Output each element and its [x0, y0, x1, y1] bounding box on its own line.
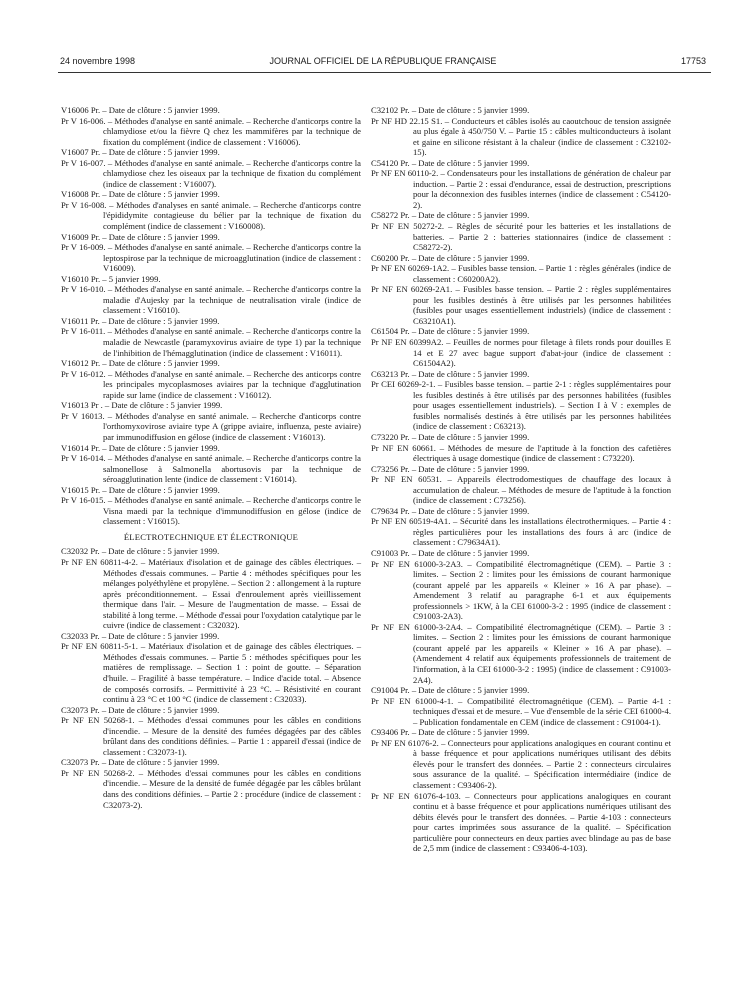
closing-date-entry: V16014 Pr. – Date de clôture : 5 janvier 1999.	[61, 442, 220, 453]
standard-entry: Pr NF EN 61076-2. – Connecteurs pour applications analogiques en courant continu et à basse fréquence et pour applications numériques utilisant des débits élevés pour le transfert des données. – Partie 2 : connecteurs circulaires sous assurance de la qualité. – Spécification intermédiaire (indice de classement : C93406-2).	[371, 737, 671, 790]
closing-date-entry: V16010 Pr. – 5 janvier 1999.	[61, 273, 161, 284]
closing-date-entry: V16015 Pr. – Date de clôture : 5 janvier 1999.	[61, 484, 220, 495]
closing-date-entry: C32033 Pr. – Date de clôture : 5 janvier 1999.	[61, 630, 220, 641]
closing-date-entry: C54120 Pr. – Date de clôture : 5 janvier 1999.	[371, 157, 530, 168]
journal-title: JOURNAL OFFICIEL DE LA RÉPUBLIQUE FRANÇAISE	[269, 56, 497, 66]
closing-date-entry: C58272 Pr. – Date de clôture : 5 janvier 1999.	[371, 210, 530, 221]
standard-entry: Pr V 16-010. – Méthodes d'analyse en santé animale. – Recherche d'anticorps contre la maladie d'Aujesky par la technique de neutralisation virale (indice de classement : V16010).	[61, 284, 361, 316]
standard-entry: Pr NF EN 61000-4-1. – Compatibilité électromagnétique (CEM). – Partie 4-1 : techniques d'essai et de mesure. – Vue d'ensemble de la série CEI 61000-4. – Publication fondamentale en CEM (indice de classement : C91004-1).	[371, 695, 671, 727]
closing-date-entry: C32073 Pr. – Date de clôture : 5 janvier 1999.	[61, 704, 220, 715]
closing-date-entry: C79634 Pr. – Date de clôture : 5 janvier 1999.	[371, 505, 530, 516]
header-rule	[58, 72, 711, 73]
closing-date-entry: V16007 Pr. – Date de clôture : 5 janvier 1999.	[61, 147, 220, 158]
closing-date-entry: C93406 Pr. – Date de clôture : 5 janvier 1999.	[371, 727, 530, 738]
left-column	[61, 105, 361, 810]
standard-entry: Pr V 16-007. – Méthodes d'analyse en santé animale. – Recherche d'anticorps contre la chlamydiose chez les oiseaux par la technique de fixation du complément (indice de classement : V16007).	[61, 157, 361, 189]
standard-entry: Pr NF EN 60519-4A1. – Sécurité dans les installations électrothermiques. – Partie 4 : règles particulières pour les installations des fours à arc (indice de classement : C79634A1).	[371, 516, 671, 548]
standard-entry: Pr V 16-009. – Méthodes d'analyse en santé animale. – Recherche d'anticorps contre la leptospirose par la technique de microagglutination (indice de classement : V16009).	[61, 242, 361, 274]
header-date: 24 novembre 1998	[60, 56, 136, 66]
closing-date-entry: C32032 Pr. – Date de clôture : 5 janvier 1999.	[61, 546, 220, 557]
standard-entry: Pr V 16-006. – Méthodes d'analyse en santé animale. – Recherche d'anticorps contre la chlamydiose et/ou la fièvre Q chez les mammifères par la technique de fixation du complément (indice de classement : V16006).	[61, 115, 361, 147]
standard-entry: Pr NF EN 60661. – Méthodes de mesure de l'aptitude à la fonction des cafetières électriques à usage domestique (indice de classement : C73220).	[371, 442, 671, 464]
standard-entry: Pr NF EN 60110-2. – Condensateurs pour les installations de génération de chaleur par induction. – Partie 2 : essai d'endurance, essai de destruction, prescriptions pour la déconnexion des fusibles internes (indice de classement : C54120-2).	[371, 168, 671, 210]
closing-date-entry: C63213 Pr. – Date de clôture : 5 janvier 1999.	[371, 368, 530, 379]
standard-entry: Pr NF EN 60269-1A2. – Fusibles basse tension. – Partie 1 : règles générales (indice de classement : C60200A2).	[371, 263, 671, 284]
closing-date-entry: C32073 Pr. – Date de clôture : 5 janvier 1999.	[61, 757, 220, 768]
closing-date-entry: V16008 Pr. – Date de clôture : 5 janvier 1999.	[61, 189, 220, 200]
closing-date-entry: V16012 Pr. – Date de clôture : 5 janvier 1999.	[61, 358, 220, 369]
page-header	[58, 56, 708, 70]
closing-date-entry: V16011 Pr. – Date de clôture : 5 janvier 1999.	[61, 315, 220, 326]
standard-entry: Pr CEI 60269-2-1. – Fusibles basse tension. – partie 2-1 : règles supplémentaires pour les fusibles destinés à être utilisés par des personnes habilitées (fusibles pour usages essentiellement industriels). – Section I à V : exemples de fusibles normalisés destinés à être utilisés par les personnes habilitées (indice de classement : C63213).	[371, 379, 671, 432]
closing-date-entry: C91003 Pr. – Date de clôture : 5 janvier 1999.	[371, 547, 530, 558]
page-number: 17753	[680, 56, 706, 66]
closing-date-entry: C73256 Pr. – Date de clôture : 5 janvier 1999.	[371, 463, 530, 474]
standard-entry: Pr NF EN 50268-2. – Méthodes d'essai communes pour les câbles en conditions d'incendie. – Mesure de la densité de fumée dégagée par les câbles brûlant dans des conditions définies. – Partie 2 : procédure (indice de classement : C32073-2).	[61, 767, 361, 810]
standard-entry: Pr V 16013. – Méthodes d'analyse en santé animale. – Recherche d'anticorps contre l'orthomyxovirose aviaire type A (grippe aviaire, influenza, peste aviaire) par immunodiffusion en gélose (indice de classement : V16013).	[61, 410, 361, 442]
closing-date-entry: C91004 Pr. – Date de clôture : 5 janvier 1999.	[371, 685, 530, 696]
standard-entry: Pr NF HD 22.15 S1. – Conducteurs et câbles isolés au caoutchouc de tension assignée au plus égale à 450/750 V. – Partie 15 : câbles multiconducteurs à isolant et gaine en silicone résistant à la chaleur (indice de classement : C32102-15).	[371, 115, 671, 158]
standard-entry: Pr V 16-014. – Méthodes d'analyse en santé animale. – Recherche d'anticorps contre la salmonellose à Salmonella abortusovis par la technique de séroagglutination lente (indice de classement : V16014).	[61, 453, 361, 485]
closing-date-entry: C32102 Pr. – Date de clôture : 5 janvier 1999.	[371, 105, 530, 115]
standard-entry: Pr V 16-008. – Méthodes d'analyses en santé animale. – Recherche d'anticorps contre l'épididymite contagieuse du bélier par la technique de fixation du complément (indice de classement : V160008).	[61, 199, 361, 232]
closing-date-entry: V16013 Pr . – Date de clôture : 5 janvier 1999.	[61, 400, 223, 411]
right-column	[371, 105, 671, 854]
standard-entry: Pr NF EN 61076-4-103. – Connecteurs pour applications analogiques en courant continu et à basse fréquence et pour applications numériques utilisant des débits élevés pour le transfert des données. – Partie 4-103 : connecteurs pour cartes imprimées sous assurance de la qualité. – Spécification particulière pour connecteurs en deux parties avec blindage au pas de base de 2,5 mm (indice de classement : C93406-4-103).	[371, 790, 671, 854]
standard-entry: Pr NF EN 50272-2. – Règles de sécurité pour les batteries et les installations de batteries. – Partie 2 : batteries stationnaires (indice de classement : C58272-2).	[371, 221, 671, 253]
standard-entry: Pr V 16-012. – Méthodes d'analyse en santé animale. – Recherche des anticorps contre les principales mycoplasmoses aviaires par la technique d'agglutination rapide sur lame (indice de classement : V16012).	[61, 368, 361, 400]
closing-date-entry: C60200 Pr. – Date de clôture : 5 janvier 1999.	[371, 252, 530, 263]
standard-entry: Pr NF EN 60269-2A1. – Fusibles basse tension. – Partie 2 : règles supplémentaires pour les fusibles destinés à être utilisés par les personnes habilitées (fusibles pour usages essentiellement industriels) (indice de classement : C63210A1).	[371, 284, 671, 326]
standard-entry: Pr NF EN 60811-4-2. – Matériaux d'isolation et de gainage des câbles électriques. – Méthodes d'essais communes. – Partie 4 : méthodes spécifiques pour les mélanges polyéthylène et propylène. – Section 2 : allongement à la rupture après préconditionnement. – Essai d'enroulement après vieillissement thermique dans l'air. – Mesure de l'augmentation de masse. – Essai de stabilité à long terme. – Méthode d'essai pour l'oxydation catalytique par le cuivre (indice de classement : C32032).	[61, 556, 361, 631]
closing-date-entry: C61504 Pr. – Date de clôture : 5 janvier 1999.	[371, 326, 530, 337]
standard-entry: Pr V 16-011. – Méthodes d'analyse en santé animale. – Recherche d'anticorps contre la maladie de Newcastle (paramyxovirus aviaire de type 1) par la technique de l'inhibition de l'hémagglutination (indice de classement : V16011).	[61, 326, 361, 358]
standard-entry: Pr NF EN 60531. – Appareils électrodomestiques de chauffage des locaux à accumulation de chaleur. – Méthodes de mesure de l'aptitude à la fonction (indice de classement : C73256).	[371, 474, 671, 506]
closing-date-entry: V16009 Pr. – Date de clôture : 5 janvier 1999.	[61, 231, 220, 242]
section-heading: ÉLECTROTECHNIQUE ET ÉLECTRONIQUE	[123, 531, 299, 542]
standard-entry: Pr NF EN 60811-5-1. – Matériaux d'isolation et de gainage des câbles électriques. – Méthodes d'essais communes. – Partie 5 : méthodes spécifiques pour les matières de remplissage. – Section 1 : point de goutte. – Séparation d'huile. – Fragilité à basse température. – Indice d'acide total. – Absence de composés corrosifs. – Permittivité à 23 °C. – Résistivité en courant continu à 23 °C et 100 °C (indice de classement : C32033).	[61, 641, 361, 705]
standard-entry: Pr V 16-015. – Méthodes d'analyse en santé animale. – Recherche d'anticorps contre le Visna maedi par la technique d'immunodiffusion en gélose (indice de classement : V16015).	[61, 495, 361, 527]
closing-date-entry: C73220 Pr. – Date de clôture : 5 janvier 1999.	[371, 431, 530, 442]
closing-date-entry: V16006 Pr. – Date de clôture : 5 janvier 1999.	[61, 105, 220, 115]
standard-entry: Pr NF EN 61000-3-2A3. – Compatibilité électromagnétique (CEM). – Partie 3 : limites. – Section 2 : limites pour les émissions de courant harmonique (courant appelé par les appareils « Kleiner » 16 A par phase). – Amendement 3 relatif au paragraphe 6-1 et aux équipements professionnels > 1KW, à la CEI 61000-3-2 : 1995 (indice de classement : C91003-2A3).	[371, 558, 671, 622]
standard-entry: Pr NF EN 50268-1. – Méthodes d'essai communes pour les câbles en conditions d'incendie. – Mesure de la densité des fumées dégagées par des câbles brûlant dans des conditions définies. – Partie 1 : appareil d'essai (indice de classement : C32073-1).	[61, 715, 361, 757]
standard-entry: Pr NF EN 60399A2. – Feuilles de normes pour filetage à filets ronds pour douilles E 14 et E 27 avec bague support d'abat-jour (indice de classement : C61504A2).	[371, 337, 671, 369]
standard-entry: Pr NF EN 61000-3-2A4. – Compatibilité électromagnétique (CEM). – Partie 3 : limites. – Section 2 : limites pour les émissions de courant harmonique (courant appelé par les appareils « Kleiner » 16 A par phase). – (Amendement 4 relatif aux équipements professionnels de traitement de l'information, à la CEI 61000-3-2 : 1995) (indice de classement : C91003-2A4).	[371, 621, 671, 685]
